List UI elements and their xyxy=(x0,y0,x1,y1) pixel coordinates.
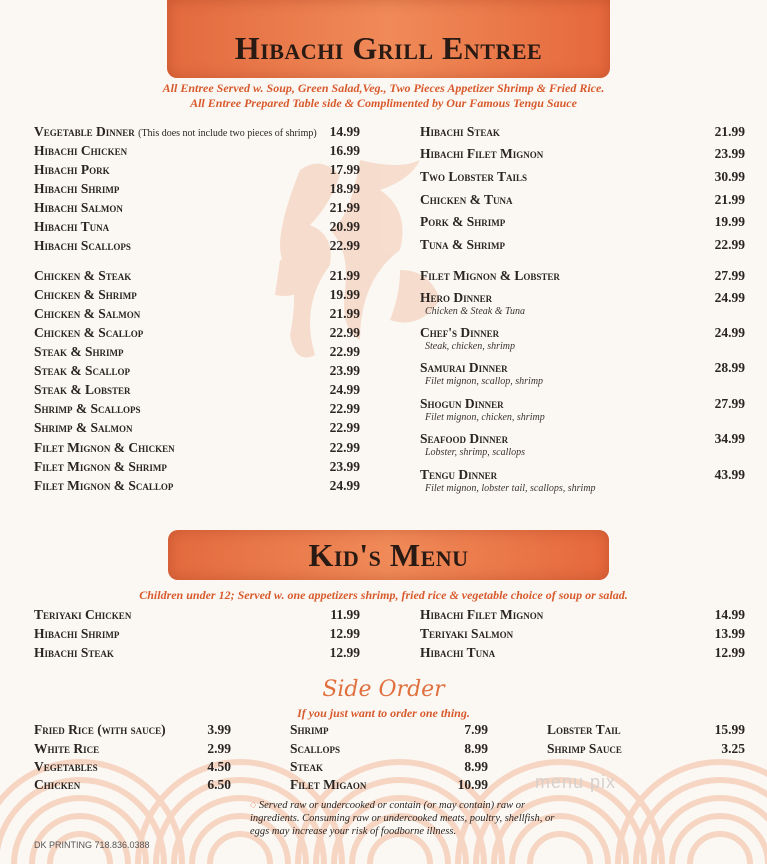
kids-subtitle: Children under 12; Served w. one appetizers shrimp, fried rice & vegetable choice of soup or salad. xyxy=(139,588,628,602)
menu-item-name xyxy=(420,192,513,208)
menu-item-price: 21.99 xyxy=(329,306,360,321)
menu-item-price: 23.99 xyxy=(714,146,745,161)
menu-item-price: 15.99 xyxy=(714,722,745,737)
item-label: Vegetable Dinner xyxy=(34,124,135,139)
menu-item-price: 21.99 xyxy=(329,200,360,215)
food-warning xyxy=(250,799,570,838)
menu-item-price: 2.99 xyxy=(207,741,231,756)
menu-item-name xyxy=(34,759,98,775)
menu-item-price: 24.99 xyxy=(714,325,745,340)
item-note: (This does not include two pieces of shrimp) xyxy=(138,128,317,139)
menu-item-name xyxy=(34,401,141,417)
side-order-title: Side Order xyxy=(322,677,445,702)
menu-item-name xyxy=(420,325,499,341)
menu-item-price: 43.99 xyxy=(714,467,745,482)
hibachi-title: Hibachi Grill Entree xyxy=(234,29,543,66)
item-label: Teriyaki Chicken xyxy=(34,607,132,622)
menu-item-name xyxy=(34,344,124,360)
menu-item-name xyxy=(34,645,114,661)
menu-item-name xyxy=(420,360,508,376)
menu-item-price: 21.99 xyxy=(714,124,745,139)
menu-item-name xyxy=(290,759,323,775)
menu-item-price: 22.99 xyxy=(329,420,360,435)
item-label: Pork & Shrimp xyxy=(420,214,506,229)
menu-item-name xyxy=(420,214,505,230)
menu-item-price: 16.99 xyxy=(329,143,360,158)
menu-item-name xyxy=(34,626,119,642)
item-label: Scallops xyxy=(290,741,341,756)
menu-item-name xyxy=(34,181,119,197)
menu-item-name xyxy=(34,287,137,303)
kids-banner xyxy=(168,530,609,580)
menu-item-price: 12.99 xyxy=(329,626,360,641)
menu-item-price: 17.99 xyxy=(329,162,360,177)
warning-text: Served raw or undercooked or contain (or may contain) raw or ingredients. Consuming raw or undercooked meats, poultry, shellfish, or eggs may increase your risk of foodborne illness. xyxy=(250,800,555,837)
item-label: Tuna & Shrimp xyxy=(420,237,506,252)
fish-icon: ◌ xyxy=(250,800,257,811)
menu-item-price: 28.99 xyxy=(714,360,745,375)
item-label: Shrimp Sauce xyxy=(547,741,622,756)
item-label: Teriyaki Salmon xyxy=(420,626,514,641)
menu-item-name xyxy=(420,290,492,306)
item-label: Shrimp & Scallops xyxy=(34,401,141,416)
menu-item-name xyxy=(420,431,508,447)
menu-item-price: 30.99 xyxy=(714,169,745,184)
item-label: Shrimp xyxy=(290,722,329,737)
menu-item-name xyxy=(420,146,543,162)
item-label: Chicken & Scallop xyxy=(34,325,144,340)
menu-item-name xyxy=(34,162,110,178)
item-label: Steak & Shrimp xyxy=(34,344,124,359)
menu-item-name xyxy=(290,741,340,757)
menu-item-price: 27.99 xyxy=(714,396,745,411)
menu-item-name xyxy=(34,219,109,235)
menu-item-description: Filet mignon, lobster tail, scallops, shrimp xyxy=(425,483,596,494)
item-label: Hibachi Filet Mignon xyxy=(420,607,544,622)
item-label: Filet Mignon & Chicken xyxy=(34,440,175,455)
menu-item-price: 7.99 xyxy=(464,722,488,737)
menu-item-price: 19.99 xyxy=(329,287,360,302)
menu-item-name xyxy=(420,607,543,623)
menu-item-name xyxy=(34,607,131,623)
item-label: Steak & Scallop xyxy=(34,363,131,378)
menu-item-description: Filet mignon, chicken, shrimp xyxy=(425,412,545,423)
menu-item-name xyxy=(420,124,500,140)
hibachi-subtitle-2: All Entree Prepared Table side & Complimented by Our Famous Tengu Sauce xyxy=(190,96,577,110)
menu-item-price: 21.99 xyxy=(329,268,360,283)
menu-item-price: 12.99 xyxy=(329,645,360,660)
menu-item-name xyxy=(34,478,173,494)
menu-item-price: 19.99 xyxy=(714,214,745,229)
item-label: Filet Migaon xyxy=(290,777,367,792)
menu-item-price: 18.99 xyxy=(329,181,360,196)
menu-item-name xyxy=(34,325,143,341)
menu-item-name xyxy=(34,440,175,456)
item-label: Chicken & Steak xyxy=(34,268,132,283)
item-label: Hibachi Tuna xyxy=(420,645,496,660)
menu-item-price: 22.99 xyxy=(714,237,745,252)
menu-item-price: 8.99 xyxy=(464,741,488,756)
menu-item-price: 24.99 xyxy=(329,478,360,493)
menu-item-price: 22.99 xyxy=(329,344,360,359)
menu-item-price: 6.50 xyxy=(207,777,231,792)
menu-item-name xyxy=(34,722,166,738)
hibachi-banner xyxy=(167,0,610,78)
item-label: Hibachi Tuna xyxy=(34,219,110,234)
menu-item-price: 10.99 xyxy=(457,777,488,792)
menu-item-name xyxy=(420,626,513,642)
item-label: Two Lobster Tails xyxy=(420,169,528,184)
menu-item-name xyxy=(34,268,131,284)
item-label: Vegetables xyxy=(34,759,98,774)
item-label: Chicken xyxy=(34,777,81,792)
item-label: Chicken & Salmon xyxy=(34,306,141,321)
menu-item-price: 3.25 xyxy=(721,741,745,756)
watermark: menu pix xyxy=(535,772,617,792)
menu-item-price: 22.99 xyxy=(329,238,360,253)
item-label: Shrimp & Salmon xyxy=(34,420,133,435)
menu-item-price: 4.50 xyxy=(207,759,231,774)
item-label: Filet Mignon & Lobster xyxy=(420,268,560,283)
kids-title: Kid's Menu xyxy=(308,536,469,573)
item-label: Chicken & Tuna xyxy=(420,192,513,207)
menu-item-price: 22.99 xyxy=(329,440,360,455)
item-label: Hibachi Filet Mignon xyxy=(420,146,544,161)
menu-item-name xyxy=(34,420,133,436)
menu-item-price: 14.99 xyxy=(714,607,745,622)
menu-item-name xyxy=(420,268,560,284)
item-label: Chicken & Shrimp xyxy=(34,287,137,302)
item-label: Steak xyxy=(290,759,324,774)
menu-item-price: 12.99 xyxy=(714,645,745,660)
hibachi-subtitle-1: All Entree Served w. Soup, Green Salad,Veg., Two Pieces Appetizer Shrimp & Fried Rice. xyxy=(162,81,605,95)
menu-item-name xyxy=(420,467,497,483)
menu-item-price: 27.99 xyxy=(714,268,745,283)
menu-item-price: 13.99 xyxy=(714,626,745,641)
menu-item-name xyxy=(34,306,140,322)
menu-item-price: 3.99 xyxy=(207,722,231,737)
item-label: Lobster Tail xyxy=(547,722,621,737)
menu-item-description: Lobster, shrimp, scallops xyxy=(425,447,526,458)
menu-item-name xyxy=(34,200,123,216)
item-label: Hibachi Salmon xyxy=(34,200,123,215)
item-label: Chef's Dinner xyxy=(420,325,500,340)
menu-item-price: 24.99 xyxy=(329,382,360,397)
menu-item-name xyxy=(34,459,167,475)
item-label: Hibachi Pork xyxy=(34,162,110,177)
item-label: Shogun Dinner xyxy=(420,396,504,411)
menu-item-price: 23.99 xyxy=(329,363,360,378)
menu-item-name xyxy=(34,238,131,254)
menu-item-price: 20.99 xyxy=(329,219,360,234)
menu-item-name xyxy=(34,143,127,159)
item-label: Hibachi Scallops xyxy=(34,238,131,253)
item-label: Samurai Dinner xyxy=(420,360,508,375)
item-label: Filet Mignon & Shrimp xyxy=(34,459,167,474)
menu-item-name xyxy=(420,645,495,661)
menu-item-price: 21.99 xyxy=(714,192,745,207)
menu-item-name xyxy=(34,382,131,398)
item-label: Seafood Dinner xyxy=(420,431,509,446)
menu-item-name xyxy=(547,741,622,757)
item-label: White Rice xyxy=(34,741,100,756)
item-label: Steak & Lobster xyxy=(34,382,131,397)
menu-item-price: 34.99 xyxy=(714,431,745,446)
menu-item-name xyxy=(34,124,317,140)
item-label: Hibachi Shrimp xyxy=(34,181,120,196)
menu-item-name xyxy=(34,777,80,793)
item-label: Hibachi Steak xyxy=(420,124,500,139)
item-label: Filet Mignon & Scallop xyxy=(34,478,174,493)
menu-item-price: 11.99 xyxy=(330,607,360,622)
menu-item-name xyxy=(420,396,504,412)
menu-item-price: 22.99 xyxy=(329,325,360,340)
menu-item-price: 8.99 xyxy=(464,759,488,774)
menu-item-price: 23.99 xyxy=(329,459,360,474)
item-label: Fried Rice (with sauce) xyxy=(34,722,166,737)
menu-item-price: 24.99 xyxy=(714,290,745,305)
menu-item-description: Chicken & Steak & Tuna xyxy=(425,306,525,317)
menu-item-name xyxy=(420,169,527,185)
item-label: Hibachi Shrimp xyxy=(34,626,120,641)
menu-item-price: 22.99 xyxy=(329,401,360,416)
menu-item-description: Steak, chicken, shrimp xyxy=(425,341,515,352)
menu-item-name xyxy=(290,777,366,793)
menu-item-price: 14.99 xyxy=(329,124,360,139)
menu-item-name xyxy=(34,363,130,379)
item-label: Tengu Dinner xyxy=(420,467,498,482)
menu-item-name xyxy=(420,237,505,253)
menu-item-description: Filet mignon, scallop, shrimp xyxy=(425,376,544,387)
printer-credit: DK PRINTING 718.836.0388 xyxy=(34,840,150,850)
menu-item-name xyxy=(547,722,621,738)
menu-item-name xyxy=(290,722,329,738)
item-label: Hibachi Steak xyxy=(34,645,114,660)
item-label: Hero Dinner xyxy=(420,290,493,305)
side-order-subtitle: If you just want to order one thing. xyxy=(297,706,470,720)
menu-item-name xyxy=(34,741,99,757)
item-label: Hibachi Chicken xyxy=(34,143,128,158)
